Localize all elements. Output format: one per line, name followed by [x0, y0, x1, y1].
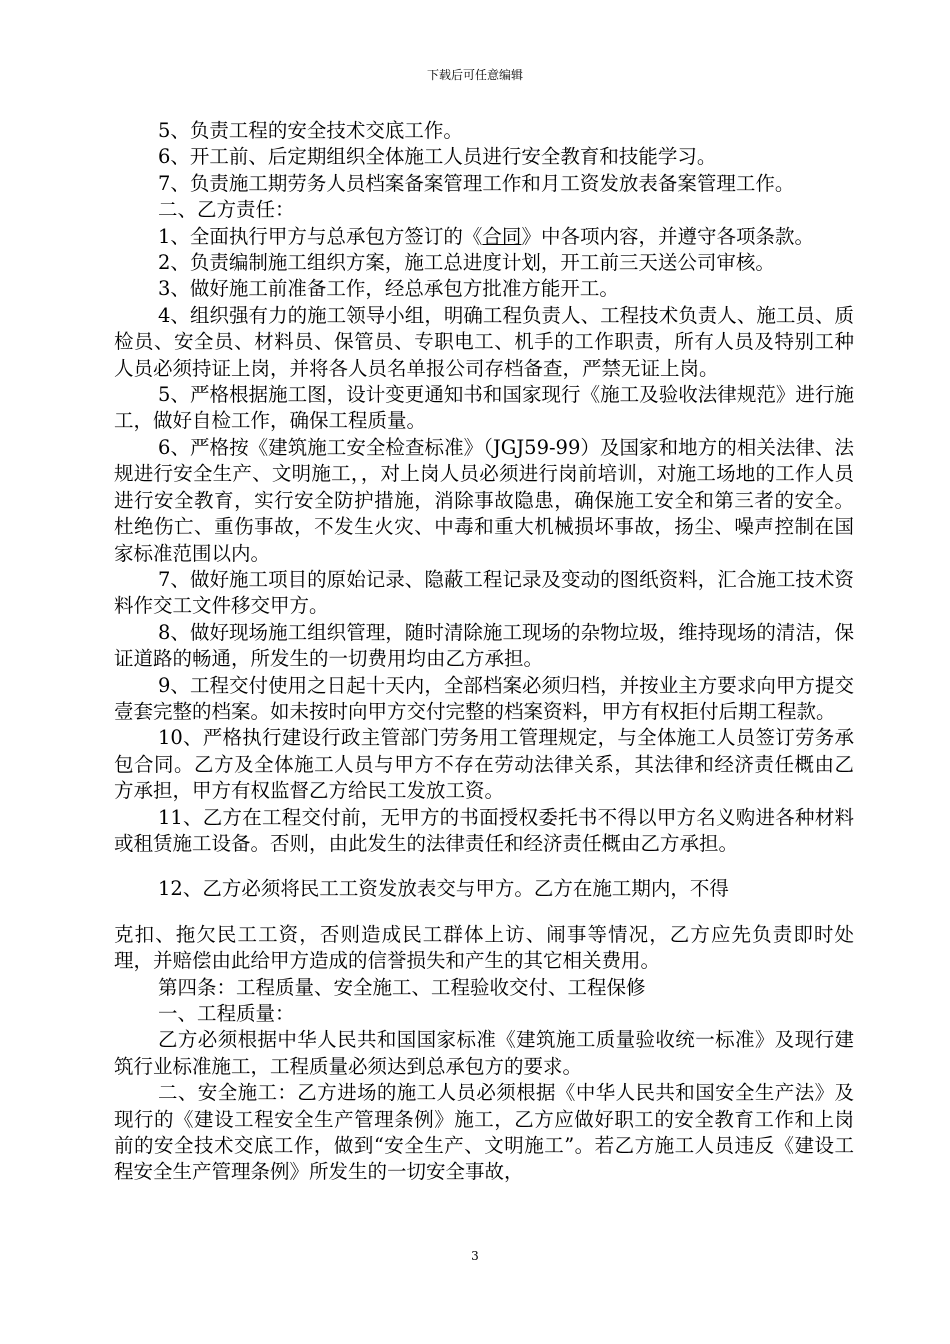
section-heading: 二、乙方责任： [158, 198, 295, 222]
contract-link-text: 合同 [482, 224, 522, 248]
document-body [114, 118, 854, 1186]
paragraph: 5、严格根据施工图，设计变更通知书和国家现行《施工及验收法律规范》进行施工，做好自检工作，确保工程质量。 [114, 383, 854, 433]
paragraph: 8、做好现场施工组织管理，随时清除施工现场的杂物垃圾，维持现场的清洁，保证道路的畅通，所发生的一切费用均由乙方承担。 [114, 620, 854, 671]
paragraph: 9、工程交付使用之日起十天内，全部档案必须归档，并按业主方要求向甲方提交壹套完整的档案。如未按时向甲方交付完整的档案资料，甲方有权拒付后期工程款。 [114, 673, 854, 723]
paragraph [114, 224, 854, 250]
paragraph: 6、严格按《建筑施工安全检查标准》（JGJ59-99）及国家和地方的相关法律、法规进行安全生产、文明施工，，对上岗人员必须进行岗前培训，对施工场地的工作人员进行安全教育，实行安全防护措施，消除事故隐患，确保施工安全和第三者的安全。杜绝伤亡、重伤事故，不发生火灾、中毒和重大机械损坏事故，扬尘、噪声控制在国家标准范围以内。 [114, 435, 854, 565]
page-header: 下载后可任意编辑 [426, 68, 523, 82]
paragraph: 10、严格执行建设行政主管部门劳务用工管理规定，与全体施工人员签订劳务承包合同。乙方及全体施工人员与甲方不存在劳动法律关系，其法律和经济责任概由乙方承担，甲方有权监督乙方给民工发放工资。 [114, 726, 854, 803]
paragraph: 乙方必须根据中华人民共和国国家标准《建筑施工质量验收统一标准》及现行建筑行业标准施工，工程质量必须达到总承包方的要求。 [114, 1028, 854, 1078]
section-heading: 一、工程质量： [158, 1002, 295, 1025]
paragraph: 11、乙方在工程交付前，无甲方的书面授权委托书不得以甲方名义购进各种材料或租赁施工设备。否则，由此发生的法律责任和经济责任概由乙方承担。 [114, 805, 854, 855]
paragraph-text: 1、全面执行甲方与总承包方签订的《 [158, 224, 483, 248]
paragraph: 7、负责施工期劳务人员档案备案管理工作和月工资发放表备案管理工作。 [158, 171, 795, 195]
page-number: 3 [471, 1249, 479, 1263]
section-heading: 第四条：工程质量、安全施工、工程验收交付、工程保修 [158, 975, 646, 999]
paragraph: 2、负责编制施工组织方案，施工总进度计划，开工前三天送公司审核。 [158, 251, 775, 275]
paragraph: 7、做好施工项目的原始记录、隐蔽工程记录及变动的图纸资料，汇合施工技术资料作交工文件移交甲方。 [114, 567, 854, 618]
paragraph: 克扣、拖欠民工工资，否则造成民工群体上访、闹事等情况，乙方应先负责即时处理，并赔偿由此给甲方造成的信誉损失和产生的其它相关费用。 [114, 922, 854, 973]
paragraph: 5、负责工程的安全技术交底工作。 [158, 119, 463, 142]
paragraph: 3、做好施工前准备工作，经总承包方批准方能开工。 [158, 277, 619, 301]
paragraph: 12、乙方必须将民工工资发放表交与甲方。乙方在施工期内，不得 [158, 877, 729, 901]
paragraph-text: 》中各项内容，并遵守各项条款。 [521, 224, 814, 248]
paragraph: 6、开工前、后定期组织全体施工人员进行安全教育和技能学习。 [158, 145, 717, 169]
paragraph: 二、安全施工：乙方进场的施工人员必须根据《中华人民共和国安全生产法》及现行的《建设工程安全生产管理条例》施工，乙方应做好职工的安全教育工作和上岗前的安全技术交底工作，做到“安全生产、文明施工”。若乙方施工人员违反《建设工程安全生产管理条例》所发生的一切安全事故， [114, 1081, 854, 1184]
paragraph: 4、组织强有力的施工领导小组，明确工程负责人、工程技术负责人、施工员、质检员、安全员、材料员、保管员、专职电工、机手的工作职责，所有人员及特别工种人员必须持证上岗，并将各人员名单报公司存档备查，严禁无证上岗。 [114, 303, 854, 380]
